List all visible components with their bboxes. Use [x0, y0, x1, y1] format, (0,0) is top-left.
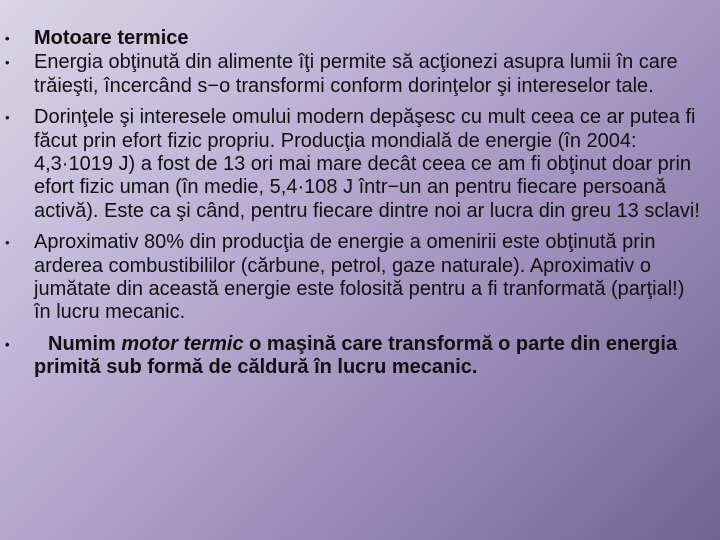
bullet-text: Aproximativ 80% din producţia de energie a omenirii este obţinută prin arderea combustibililor (cărbune, petrol, gaze naturale). Aproximativ o jumătate din această energie este folosită pentru a fi tranformată (parţial!) în lucru mecanic.	[34, 231, 685, 324]
bullet-text: Motoare termice	[34, 27, 189, 49]
bullet-item-definition	[0, 333, 700, 380]
definition-term: motor termic	[121, 332, 244, 355]
bullet-dot-icon: •	[5, 31, 10, 46]
definition-lead: Numim	[48, 332, 122, 355]
bullet-dot-icon: •	[5, 110, 10, 126]
bullet-list	[0, 27, 700, 380]
bullet-dot-icon: •	[5, 336, 10, 352]
bullet-item	[0, 51, 700, 98]
bullet-dot-icon: •	[5, 235, 10, 251]
bullet-item-title	[0, 27, 700, 50]
bullet-item	[0, 231, 700, 325]
bullet-text: Energia obţinută din alimente îţi permite să acţionezi asupra lumii în care trăieşti, încercând s−o transformi conform dorinţelor şi intereselor tale.	[34, 51, 678, 97]
bullet-text: Dorinţele şi interesele omului modern depăşesc cu mult ceea ce ar putea fi făcut prin efort fizic propriu. Producţia mondială de energie (în 2004: 4,3·1019 J) a fost de 13 ori mai mare decât ceea ce am fi obţinut doar prin efort fizic uman (în medie, 5,4·108 J într−un an pentru fiecare persoană activă). Este ca şi când, pentru fiecare dintre noi ar lucra din greu 13 sclavi!	[34, 106, 700, 222]
bullet-item	[0, 106, 700, 223]
bullet-dot-icon: •	[5, 55, 10, 71]
definition-rest: o maşină care transformă o parte din energia primită sub formă de căldură în lucru mecanic.	[34, 332, 678, 379]
